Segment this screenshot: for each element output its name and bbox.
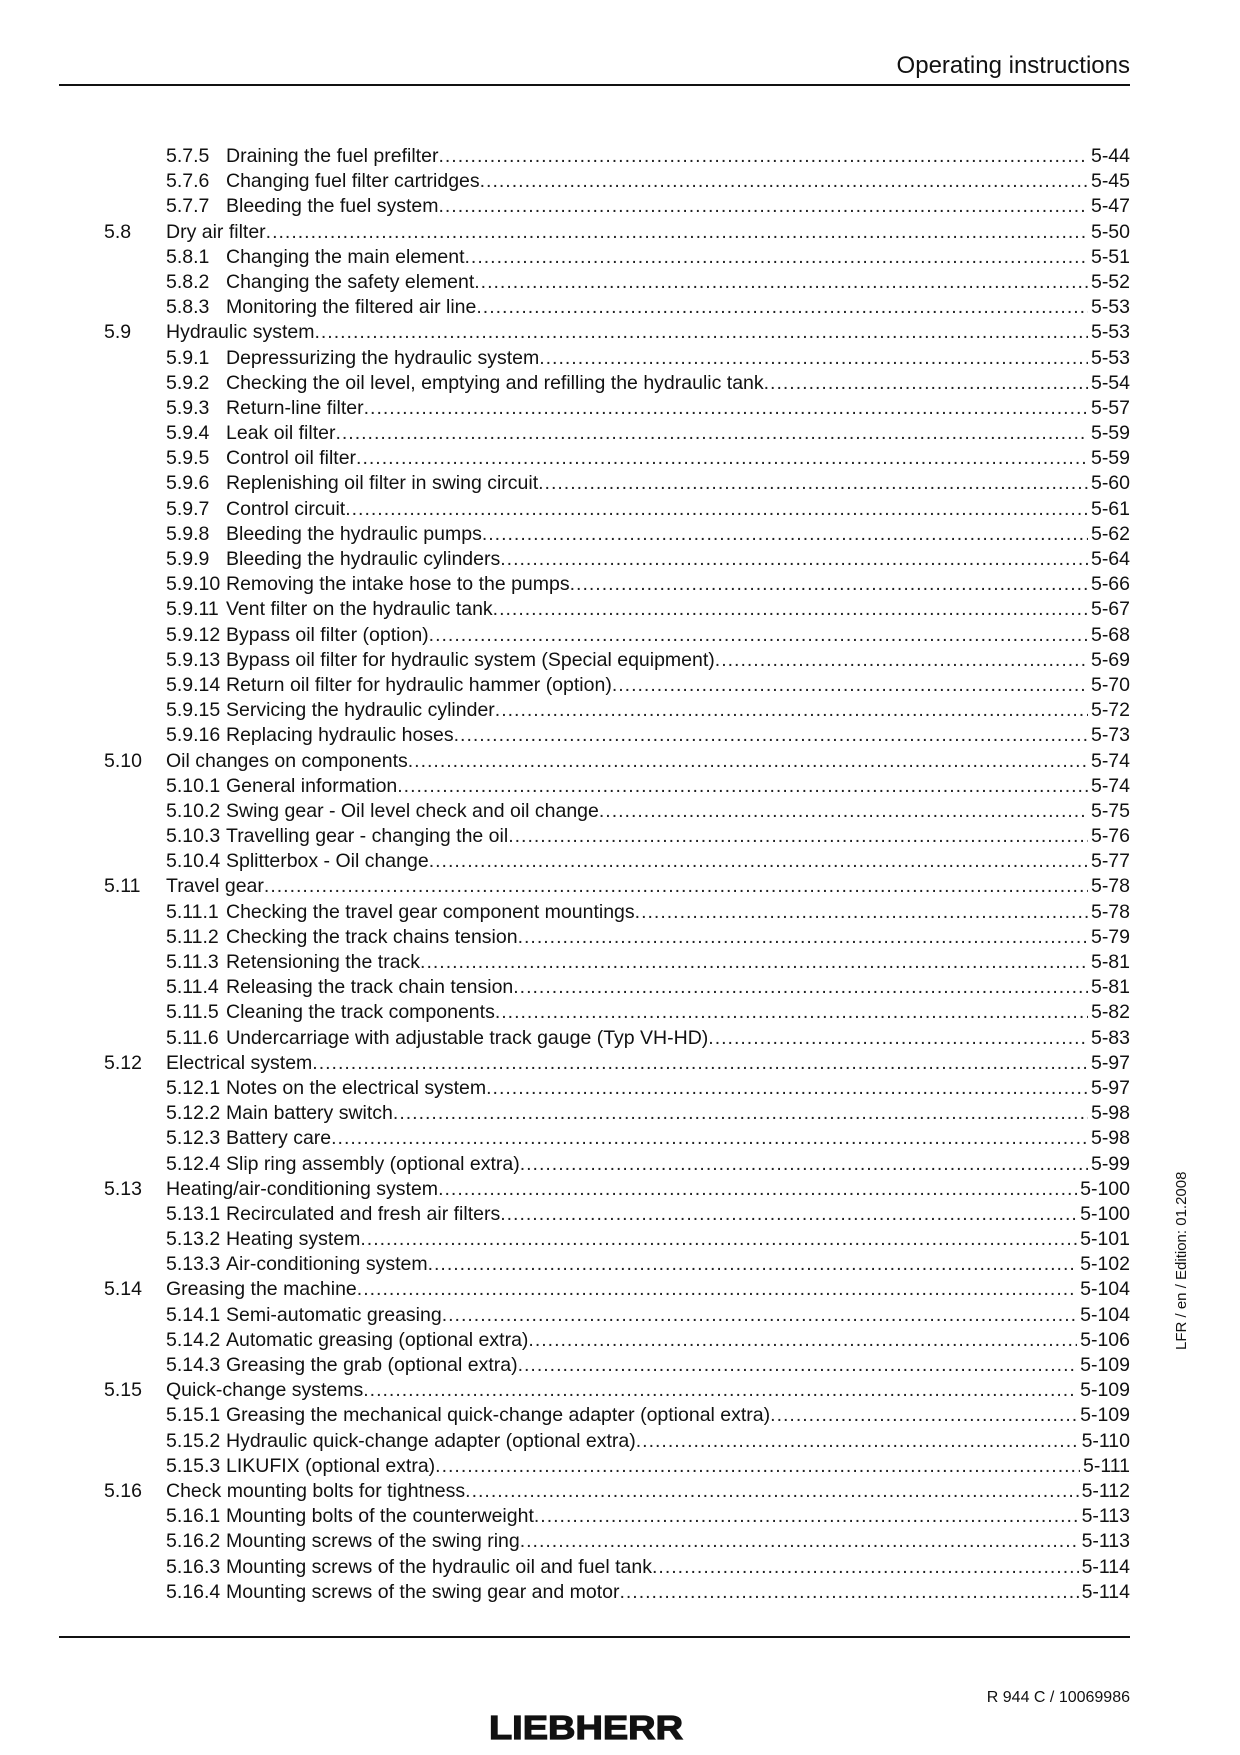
liebherr-logo [487, 1712, 685, 1743]
toc-entry[interactable] [104, 522, 1130, 547]
dot-leader [438, 144, 1088, 169]
page-number: 5-45 [1090, 170, 1130, 193]
table-of-contents [104, 144, 1130, 1605]
toc-entry[interactable] [104, 1000, 1130, 1025]
dot-leader [570, 572, 1088, 597]
page-number: 5-81 [1090, 951, 1130, 973]
page-number: 5-114 [1081, 1580, 1130, 1603]
subsection-number: 5.10.1 [166, 774, 221, 797]
section-number: 5.10 [104, 749, 142, 772]
toc-entry[interactable] [104, 1378, 1130, 1403]
subsection-number: 5.7.6 [166, 170, 210, 193]
toc-entry[interactable] [104, 975, 1130, 1000]
entry-title: Electrical system [166, 1051, 313, 1074]
subsection-number: 5.9.2 [166, 371, 210, 394]
toc-entry[interactable] [104, 245, 1130, 270]
subsection-number: 5.8.3 [166, 296, 210, 319]
entry-title: Changing fuel filter cartridges [226, 170, 480, 193]
entry-title: Heating/air-conditioning system [166, 1177, 439, 1200]
toc-entry[interactable] [104, 1555, 1130, 1580]
toc-entry[interactable] [104, 824, 1130, 849]
page-number: 5-102 [1080, 1253, 1130, 1276]
subsection-number: 5.12.3 [166, 1127, 221, 1150]
toc-entry[interactable] [104, 1479, 1130, 1504]
subsection-number: 5.13.2 [166, 1228, 221, 1251]
page-number: 5-112 [1081, 1479, 1130, 1502]
dot-leader [312, 1051, 1088, 1076]
subsection-number: 5.9.10 [166, 573, 221, 596]
page-number: 5-69 [1090, 648, 1130, 671]
entry-title: Semi-automatic greasing [226, 1303, 442, 1326]
entry-title: Retensioning the track [226, 951, 421, 973]
entry-title: Checking the oil level, emptying and refilling the hydraulic tank [226, 371, 764, 394]
subsection-number: 5.11.5 [166, 1001, 219, 1024]
subsection-number: 5.12.2 [166, 1102, 221, 1125]
svg-text:LIEBHERR: LIEBHERR [489, 1712, 684, 1743]
entry-title: Dry air filter [166, 220, 266, 243]
dot-leader [408, 749, 1088, 774]
dot-leader [518, 1353, 1078, 1378]
toc-entry[interactable] [104, 749, 1130, 774]
section-number: 5.14 [104, 1278, 142, 1301]
toc-entry[interactable] [104, 1252, 1130, 1277]
section-number: 5.15 [104, 1379, 142, 1402]
entry-title: Replacing hydraulic hoses [226, 724, 454, 747]
page-number: 5-75 [1090, 799, 1130, 822]
subsection-number: 5.12.1 [166, 1076, 221, 1099]
entry-title: Quick-change systems [166, 1379, 364, 1402]
subsection-number: 5.9.7 [166, 497, 210, 520]
entry-title: Heating system [226, 1228, 361, 1251]
dot-leader [438, 1177, 1077, 1202]
entry-title: Bleeding the hydraulic pumps [226, 522, 482, 545]
dot-leader [534, 1504, 1079, 1529]
dot-leader [520, 1529, 1079, 1554]
subsection-number: 5.16.3 [166, 1555, 221, 1578]
dot-leader [454, 723, 1088, 748]
toc-entry[interactable] [104, 1126, 1130, 1151]
page-number: 5-67 [1090, 598, 1130, 621]
toc-entry[interactable] [104, 270, 1130, 295]
page-number: 5-113 [1081, 1505, 1130, 1528]
entry-title: Greasing the grab (optional extra) [226, 1354, 518, 1376]
dot-leader [486, 1076, 1088, 1101]
subsection-number: 5.11.4 [166, 976, 219, 999]
page-number: 5-81 [1090, 976, 1130, 999]
page-number: 5-101 [1080, 1228, 1130, 1251]
page-number: 5-53 [1090, 346, 1130, 369]
toc-entry[interactable] [104, 1026, 1130, 1051]
entry-title: Depressurizing the hydraulic system [226, 346, 540, 369]
toc-entry[interactable] [104, 1429, 1130, 1454]
page-number: 5-62 [1090, 522, 1130, 545]
toc-entry[interactable] [104, 497, 1130, 522]
entry-title: Control circuit [226, 497, 346, 520]
dot-leader [476, 295, 1088, 320]
page-number: 5-78 [1090, 875, 1130, 898]
toc-entry[interactable] [104, 220, 1130, 245]
entry-title: Battery care [226, 1127, 332, 1150]
page-number: 5-82 [1090, 1001, 1130, 1024]
toc-entry[interactable] [104, 723, 1130, 748]
page-number: 5-113 [1081, 1530, 1130, 1553]
dot-leader [508, 824, 1088, 849]
footer-rule [59, 1636, 1130, 1638]
toc-entry[interactable] [104, 471, 1130, 496]
entry-title: Bypass oil filter for hydraulic system (Special equipment) [226, 648, 715, 671]
entry-title: Automatic greasing (optional extra) [226, 1328, 529, 1351]
toc-entry[interactable] [104, 295, 1130, 320]
dot-leader [345, 497, 1088, 522]
entry-title: Mounting screws of the swing gear and motor [226, 1580, 620, 1603]
entry-title: Travelling gear - changing the oil [226, 825, 509, 848]
entry-title: Bleeding the hydraulic cylinders [226, 548, 501, 570]
dot-leader [360, 1227, 1077, 1252]
dot-leader [314, 320, 1088, 345]
page-number: 5-66 [1090, 573, 1130, 596]
subsection-number: 5.9.6 [166, 472, 210, 495]
toc-entry[interactable] [104, 169, 1130, 194]
toc-entry[interactable] [104, 1504, 1130, 1529]
page-number: 5-47 [1090, 195, 1130, 218]
entry-title: Changing the safety element [226, 270, 475, 293]
toc-entry[interactable] [104, 849, 1130, 874]
dot-leader [715, 648, 1088, 673]
entry-title: Mounting screws of the hydraulic oil and fuel tank [226, 1555, 652, 1578]
page-number: 5-99 [1090, 1152, 1130, 1175]
dot-leader [764, 371, 1088, 396]
subsection-number: 5.9.9 [166, 548, 210, 570]
entry-title: Checking the travel gear component mountings [226, 900, 635, 923]
page-number: 5-100 [1080, 1177, 1130, 1200]
page-number: 5-109 [1080, 1404, 1130, 1427]
subsection-number: 5.16.1 [166, 1505, 221, 1528]
document-id: R 944 C / 10069986 [986, 1689, 1130, 1706]
subsection-number: 5.13.1 [166, 1202, 221, 1225]
toc-entry[interactable] [104, 799, 1130, 824]
entry-title: Hydraulic system [166, 321, 315, 344]
entry-title: Air-conditioning system [226, 1253, 428, 1276]
edition-label: LFR / en / Edition: 01.2008 [1173, 1171, 1190, 1350]
dot-leader [420, 950, 1088, 975]
dot-leader [465, 1479, 1078, 1504]
entry-title: Travel gear [166, 875, 264, 898]
toc-entry[interactable] [104, 396, 1130, 421]
toc-entry[interactable] [104, 1076, 1130, 1101]
page-number: 5-104 [1080, 1303, 1130, 1326]
page-number: 5-76 [1090, 825, 1130, 848]
toc-entry[interactable] [104, 874, 1130, 899]
subsection-number: 5.9.3 [166, 396, 210, 419]
page-number: 5-72 [1090, 699, 1130, 722]
toc-entry[interactable] [104, 1227, 1130, 1252]
toc-entry[interactable] [104, 421, 1130, 446]
toc-entry[interactable] [104, 597, 1130, 622]
toc-entry[interactable] [104, 1051, 1130, 1076]
entry-title: Bypass oil filter (option) [226, 623, 429, 646]
toc-entry[interactable] [104, 900, 1130, 925]
dot-leader [495, 1000, 1088, 1025]
toc-entry[interactable] [104, 648, 1130, 673]
toc-entry[interactable] [104, 1353, 1130, 1378]
dot-leader [397, 774, 1088, 799]
page-number: 5-74 [1090, 749, 1130, 772]
dot-leader [539, 346, 1088, 371]
toc-entry[interactable] [104, 346, 1130, 371]
subsection-number: 5.14.1 [166, 1303, 221, 1326]
page-number: 5-97 [1090, 1076, 1130, 1099]
page-number: 5-44 [1090, 145, 1130, 167]
page-number: 5-59 [1090, 422, 1130, 445]
toc-entry[interactable] [104, 320, 1130, 345]
entry-title: Bleeding the fuel system [226, 195, 439, 218]
toc-entry[interactable] [104, 1101, 1130, 1126]
dot-leader [518, 925, 1088, 950]
subsection-number: 5.11.2 [166, 925, 219, 948]
dot-leader [493, 597, 1088, 622]
dot-leader [480, 169, 1088, 194]
entry-title: Monitoring the filtered air line [226, 296, 477, 319]
toc-entry[interactable] [104, 1580, 1130, 1605]
subsection-number: 5.10.4 [166, 850, 221, 873]
dot-leader [636, 1429, 1079, 1454]
subsection-number: 5.13.3 [166, 1253, 221, 1276]
entry-title: Oil changes on components [166, 749, 408, 772]
dot-leader [429, 849, 1088, 874]
page-number: 5-68 [1090, 623, 1130, 646]
dot-leader [331, 1126, 1088, 1151]
entry-title: Draining the fuel prefilter [226, 145, 439, 167]
page-number: 5-59 [1090, 447, 1130, 470]
dot-leader [357, 1277, 1077, 1302]
entry-title: Cleaning the track components [226, 1001, 495, 1024]
entry-title: Vent filter on the hydraulic tank [226, 598, 493, 621]
subsection-number: 5.7.7 [166, 195, 210, 218]
page-title: Operating instructions [896, 52, 1130, 79]
section-number: 5.13 [104, 1177, 142, 1200]
dot-leader [429, 623, 1088, 648]
toc-entry[interactable] [104, 673, 1130, 698]
entry-title: Removing the intake hose to the pumps [226, 573, 570, 596]
subsection-number: 5.9.4 [166, 422, 210, 445]
dot-leader [435, 1454, 1080, 1479]
dot-leader [770, 1403, 1077, 1428]
toc-entry[interactable] [104, 774, 1130, 799]
entry-title: Mounting screws of the swing ring [226, 1530, 520, 1553]
entry-title: Main battery switch [226, 1102, 393, 1125]
page-number: 5-61 [1090, 497, 1130, 520]
subsection-number: 5.14.2 [166, 1328, 221, 1351]
header-rule [59, 84, 1130, 86]
page-number: 5-104 [1080, 1278, 1130, 1301]
subsection-number: 5.16.2 [166, 1530, 221, 1553]
page-number: 5-110 [1081, 1429, 1130, 1452]
toc-entry[interactable] [104, 572, 1130, 597]
subsection-number: 5.12.4 [166, 1152, 221, 1175]
toc-entry[interactable] [104, 1328, 1130, 1353]
page-number: 5-57 [1090, 396, 1130, 419]
toc-entry[interactable] [104, 698, 1130, 723]
page-number: 5-79 [1090, 925, 1130, 948]
page-number: 5-109 [1080, 1379, 1130, 1402]
toc-entry[interactable] [104, 950, 1130, 975]
page-number: 5-114 [1081, 1555, 1130, 1578]
dot-leader [599, 799, 1088, 824]
dot-leader [495, 698, 1088, 723]
entry-title: Replenishing oil filter in swing circuit [226, 472, 539, 495]
dot-leader [520, 1152, 1088, 1177]
toc-entry[interactable] [104, 1202, 1130, 1227]
subsection-number: 5.9.8 [166, 522, 210, 545]
page-number: 5-64 [1090, 548, 1130, 570]
page-number: 5-70 [1090, 673, 1130, 696]
page-number: 5-52 [1090, 270, 1130, 293]
dot-leader [335, 421, 1088, 446]
entry-title: LIKUFIX (optional extra) [226, 1454, 436, 1477]
dot-leader [652, 1555, 1079, 1580]
dot-leader [619, 1580, 1078, 1605]
page-number: 5-106 [1080, 1328, 1130, 1351]
toc-entry[interactable] [104, 1152, 1130, 1177]
subsection-number: 5.9.1 [166, 346, 210, 369]
subsection-number: 5.16.4 [166, 1580, 221, 1603]
entry-title: Swing gear - Oil level check and oil change [226, 799, 599, 822]
dot-leader [500, 1202, 1077, 1227]
toc-entry[interactable] [104, 1303, 1130, 1328]
subsection-number: 5.15.1 [166, 1404, 221, 1427]
dot-leader [363, 1378, 1077, 1403]
page-number: 5-78 [1090, 900, 1130, 923]
entry-title: Checking the track chains tension [226, 925, 518, 948]
entry-title: Changing the main element [226, 245, 465, 268]
page-number: 5-111 [1083, 1454, 1130, 1477]
dot-leader [612, 673, 1088, 698]
subsection-number: 5.9.13 [166, 648, 221, 671]
entry-title: Return-line filter [226, 396, 364, 419]
entry-title: Greasing the machine [166, 1278, 357, 1301]
page-number: 5-74 [1090, 774, 1130, 797]
toc-entry[interactable] [104, 144, 1130, 169]
subsection-number: 5.11.3 [166, 951, 219, 973]
subsection-number: 5.15.3 [166, 1454, 221, 1477]
toc-entry[interactable] [104, 446, 1130, 471]
entry-title: Slip ring assembly (optional extra) [226, 1152, 520, 1175]
dot-leader [465, 245, 1088, 270]
entry-title: Recirculated and fresh air filters [226, 1202, 501, 1225]
dot-leader [356, 446, 1088, 471]
toc-entry[interactable] [104, 925, 1130, 950]
entry-title: Splitterbox - Oil change [226, 850, 429, 873]
entry-title: Leak oil filter [226, 422, 336, 445]
dot-leader [538, 471, 1088, 496]
page-number: 5-51 [1090, 245, 1130, 268]
subsection-number: 5.9.11 [166, 598, 219, 621]
page-number: 5-53 [1090, 321, 1130, 344]
subsection-number: 5.9.16 [166, 724, 221, 747]
entry-title: Check mounting bolts for tightness [166, 1479, 466, 1502]
dot-leader [266, 220, 1088, 245]
toc-entry[interactable] [104, 1403, 1130, 1428]
section-number: 5.11 [104, 875, 141, 898]
entry-title: Servicing the hydraulic cylinder [226, 699, 495, 722]
page-number: 5-97 [1090, 1051, 1130, 1074]
dot-leader [438, 194, 1088, 219]
subsection-number: 5.9.5 [166, 447, 210, 470]
page-number: 5-60 [1090, 472, 1130, 495]
dot-leader [364, 396, 1088, 421]
subsection-number: 5.8.2 [166, 270, 210, 293]
entry-title: Greasing the mechanical quick-change adapter (optional extra) [226, 1404, 771, 1427]
subsection-number: 5.15.2 [166, 1429, 221, 1452]
page-number: 5-73 [1090, 724, 1130, 747]
page-number: 5-50 [1090, 220, 1130, 243]
entry-title: Releasing the track chain tension [226, 976, 514, 999]
page-number: 5-98 [1090, 1127, 1130, 1150]
section-number: 5.8 [104, 220, 132, 243]
page-number: 5-100 [1080, 1202, 1130, 1225]
toc-entry[interactable] [104, 1529, 1130, 1554]
entry-title: Hydraulic quick-change adapter (optional extra) [226, 1429, 636, 1452]
subsection-number: 5.11.1 [166, 900, 219, 923]
entry-title: Control oil filter [226, 447, 357, 470]
toc-entry[interactable] [104, 1177, 1130, 1202]
subsection-number: 5.10.3 [166, 825, 221, 848]
page-number: 5-83 [1090, 1026, 1130, 1049]
dot-leader [264, 874, 1088, 899]
section-number: 5.12 [104, 1051, 142, 1074]
toc-entry[interactable] [104, 1454, 1130, 1479]
toc-entry[interactable] [104, 547, 1130, 572]
page-number: 5-53 [1090, 296, 1130, 319]
dot-leader [500, 547, 1088, 572]
page-number: 5-98 [1090, 1102, 1130, 1125]
section-number: 5.16 [104, 1479, 142, 1502]
subsection-number: 5.9.12 [166, 623, 221, 646]
page-number: 5-109 [1080, 1354, 1130, 1376]
dot-leader [513, 975, 1088, 1000]
dot-leader [528, 1328, 1077, 1353]
subsection-number: 5.11.6 [166, 1026, 219, 1049]
dot-leader [442, 1303, 1077, 1328]
subsection-number: 5.7.5 [166, 145, 210, 167]
subsection-number: 5.9.14 [166, 673, 221, 696]
entry-title: Notes on the electrical system [226, 1076, 487, 1099]
section-number: 5.9 [104, 321, 132, 344]
page-number: 5-77 [1090, 850, 1130, 873]
dot-leader [482, 522, 1088, 547]
subsection-number: 5.8.1 [166, 245, 210, 268]
dot-leader [428, 1252, 1078, 1277]
toc-entry[interactable] [104, 371, 1130, 396]
dot-leader [635, 900, 1088, 925]
page-number: 5-54 [1090, 371, 1130, 394]
entry-title: Undercarriage with adjustable track gauge (Typ VH-HD) [226, 1026, 709, 1049]
dot-leader [393, 1101, 1088, 1126]
entry-title: Mounting bolts of the counterweight [226, 1505, 534, 1528]
subsection-number: 5.9.15 [166, 699, 221, 722]
toc-entry[interactable] [104, 194, 1130, 219]
entry-title: Return oil filter for hydraulic hammer (option) [226, 673, 612, 696]
subsection-number: 5.10.2 [166, 799, 221, 822]
toc-entry[interactable] [104, 1277, 1130, 1302]
dot-leader [474, 270, 1088, 295]
subsection-number: 5.14.3 [166, 1354, 221, 1376]
entry-title: General information [226, 774, 398, 797]
dot-leader [708, 1026, 1088, 1051]
toc-entry[interactable] [104, 623, 1130, 648]
